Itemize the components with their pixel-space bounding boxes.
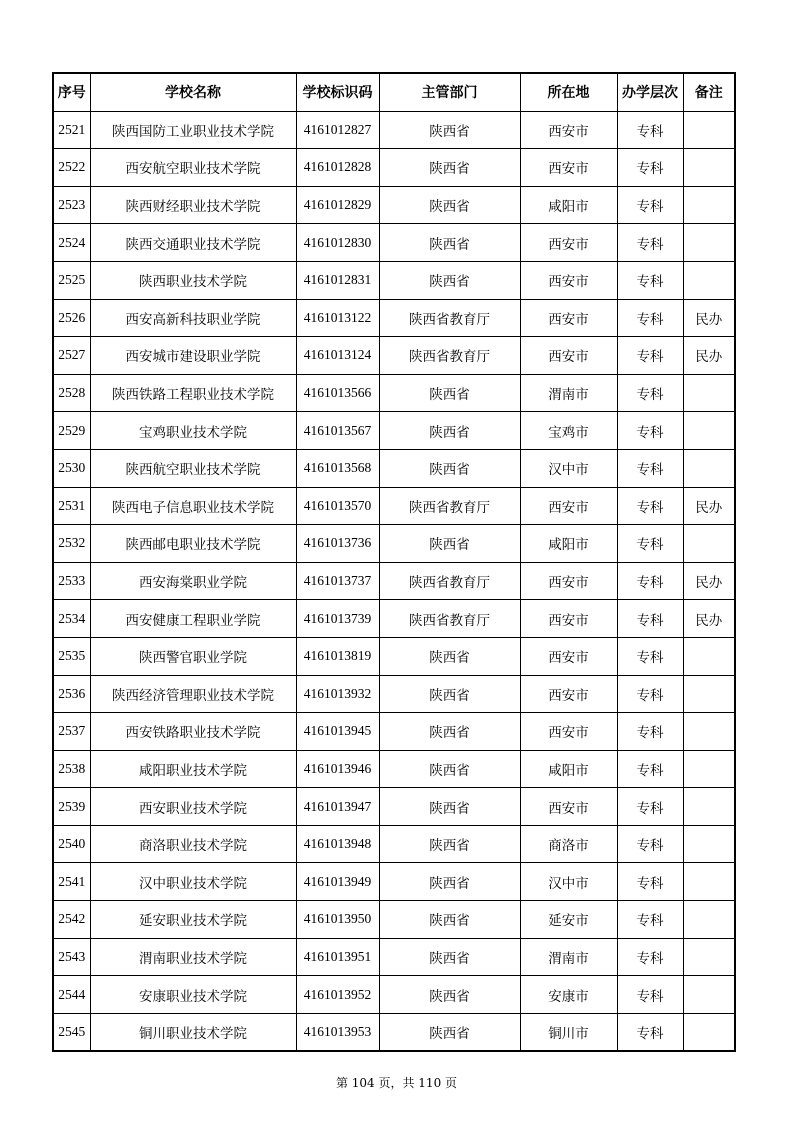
cell-school-code: 4161013124 — [296, 337, 379, 375]
cell-note — [683, 525, 735, 563]
cell-department: 陕西省 — [379, 525, 520, 563]
cell-note — [683, 412, 735, 450]
cell-level: 专科 — [617, 788, 683, 826]
cell-no: 2524 — [53, 224, 90, 262]
cell-department: 陕西省教育厅 — [379, 600, 520, 638]
cell-department: 陕西省教育厅 — [379, 487, 520, 525]
page-footer: 第 104 页，共 110 页 — [335, 1076, 458, 1090]
cell-no: 2533 — [53, 562, 90, 600]
cell-no: 2534 — [53, 600, 90, 638]
cell-school-code: 4161013932 — [296, 675, 379, 713]
cell-school-code: 4161013737 — [296, 562, 379, 600]
cell-location: 西安市 — [520, 788, 617, 826]
cell-school-code: 4161013567 — [296, 412, 379, 450]
table-row — [53, 525, 735, 563]
cell-location: 西安市 — [520, 111, 617, 149]
cell-school-code: 4161013948 — [296, 825, 379, 863]
table-row — [53, 1013, 735, 1051]
cell-school-code: 4161013950 — [296, 901, 379, 939]
cell-note — [683, 976, 735, 1014]
cell-note — [683, 825, 735, 863]
table-row — [53, 938, 735, 976]
cell-school-code: 4161013566 — [296, 374, 379, 412]
cell-department: 陕西省 — [379, 901, 520, 939]
cell-school-code: 4161013949 — [296, 863, 379, 901]
cell-level: 专科 — [617, 525, 683, 563]
table-row — [53, 299, 735, 337]
cell-no: 2542 — [53, 901, 90, 939]
cell-level: 专科 — [617, 337, 683, 375]
table-header-row — [53, 73, 735, 111]
cell-note — [683, 938, 735, 976]
cell-level: 专科 — [617, 111, 683, 149]
cell-school-code: 4161013736 — [296, 525, 379, 563]
cell-no: 2541 — [53, 863, 90, 901]
cell-school-name: 西安高新科技职业学院 — [90, 299, 296, 337]
cell-no: 2527 — [53, 337, 90, 375]
cell-school-name: 宝鸡职业技术学院 — [90, 412, 296, 450]
cell-note — [683, 374, 735, 412]
cell-note — [683, 675, 735, 713]
cell-school-name: 陕西航空职业技术学院 — [90, 449, 296, 487]
cell-note — [683, 186, 735, 224]
cell-location: 西安市 — [520, 224, 617, 262]
cell-no: 2530 — [53, 449, 90, 487]
table-row — [53, 562, 735, 600]
cell-no: 2525 — [53, 261, 90, 299]
cell-school-code: 4161012831 — [296, 261, 379, 299]
cell-no: 2532 — [53, 525, 90, 563]
header-no: 序号 — [53, 73, 90, 111]
header-department: 主管部门 — [379, 73, 520, 111]
cell-location: 西安市 — [520, 299, 617, 337]
table-row — [53, 675, 735, 713]
cell-location: 渭南市 — [520, 374, 617, 412]
cell-school-code: 4161012827 — [296, 111, 379, 149]
cell-school-name: 陕西铁路工程职业技术学院 — [90, 374, 296, 412]
cell-department: 陕西省 — [379, 788, 520, 826]
cell-department: 陕西省 — [379, 111, 520, 149]
cell-level: 专科 — [617, 487, 683, 525]
cell-school-name: 陕西交通职业技术学院 — [90, 224, 296, 262]
cell-note — [683, 863, 735, 901]
table-row — [53, 637, 735, 675]
cell-department: 陕西省 — [379, 224, 520, 262]
cell-school-name: 西安职业技术学院 — [90, 788, 296, 826]
cell-no: 2526 — [53, 299, 90, 337]
table-row — [53, 600, 735, 638]
cell-no: 2540 — [53, 825, 90, 863]
table-row — [53, 449, 735, 487]
cell-department: 陕西省 — [379, 863, 520, 901]
cell-level: 专科 — [617, 901, 683, 939]
cell-location: 安康市 — [520, 976, 617, 1014]
cell-no: 2545 — [53, 1013, 90, 1051]
cell-school-code: 4161013122 — [296, 299, 379, 337]
cell-note — [683, 788, 735, 826]
cell-department: 陕西省 — [379, 938, 520, 976]
cell-level: 专科 — [617, 637, 683, 675]
header-school-code: 学校标识码 — [296, 73, 379, 111]
cell-school-name: 陕西财经职业技术学院 — [90, 186, 296, 224]
cell-level: 专科 — [617, 825, 683, 863]
cell-level: 专科 — [617, 938, 683, 976]
cell-location: 西安市 — [520, 600, 617, 638]
cell-location: 宝鸡市 — [520, 412, 617, 450]
cell-department: 陕西省 — [379, 374, 520, 412]
cell-school-name: 西安健康工程职业学院 — [90, 600, 296, 638]
cell-location: 西安市 — [520, 149, 617, 187]
table-row — [53, 825, 735, 863]
cell-school-code: 4161013819 — [296, 637, 379, 675]
table-row — [53, 901, 735, 939]
cell-location: 西安市 — [520, 675, 617, 713]
cell-department: 陕西省教育厅 — [379, 562, 520, 600]
cell-location: 咸阳市 — [520, 186, 617, 224]
cell-no: 2544 — [53, 976, 90, 1014]
cell-location: 商洛市 — [520, 825, 617, 863]
cell-school-code: 4161013946 — [296, 750, 379, 788]
cell-school-code: 4161013945 — [296, 713, 379, 751]
cell-note — [683, 901, 735, 939]
header-location: 所在地 — [520, 73, 617, 111]
cell-note: 民办 — [683, 299, 735, 337]
cell-note: 民办 — [683, 337, 735, 375]
cell-school-name: 西安城市建设职业学院 — [90, 337, 296, 375]
cell-no: 2529 — [53, 412, 90, 450]
cell-no: 2535 — [53, 637, 90, 675]
cell-department: 陕西省 — [379, 449, 520, 487]
cell-level: 专科 — [617, 449, 683, 487]
cell-level: 专科 — [617, 1013, 683, 1051]
cell-no: 2537 — [53, 713, 90, 751]
cell-school-code: 4161013953 — [296, 1013, 379, 1051]
cell-department: 陕西省 — [379, 412, 520, 450]
cell-level: 专科 — [617, 149, 683, 187]
table-row — [53, 412, 735, 450]
table-row — [53, 374, 735, 412]
cell-location: 咸阳市 — [520, 750, 617, 788]
table-row — [53, 487, 735, 525]
table-row — [53, 186, 735, 224]
cell-school-name: 延安职业技术学院 — [90, 901, 296, 939]
school-list-table — [52, 72, 736, 1052]
cell-level: 专科 — [617, 374, 683, 412]
cell-no: 2538 — [53, 750, 90, 788]
cell-school-name: 汉中职业技术学院 — [90, 863, 296, 901]
cell-level: 专科 — [617, 713, 683, 751]
cell-location: 西安市 — [520, 713, 617, 751]
cell-note: 民办 — [683, 562, 735, 600]
cell-school-name: 安康职业技术学院 — [90, 976, 296, 1014]
cell-location: 西安市 — [520, 261, 617, 299]
cell-department: 陕西省 — [379, 149, 520, 187]
table-row — [53, 788, 735, 826]
cell-level: 专科 — [617, 299, 683, 337]
cell-level: 专科 — [617, 224, 683, 262]
cell-level: 专科 — [617, 261, 683, 299]
table-row — [53, 261, 735, 299]
cell-note — [683, 224, 735, 262]
cell-location: 西安市 — [520, 562, 617, 600]
cell-department: 陕西省教育厅 — [379, 337, 520, 375]
cell-no: 2543 — [53, 938, 90, 976]
cell-department: 陕西省教育厅 — [379, 299, 520, 337]
cell-note — [683, 449, 735, 487]
cell-school-code: 4161012829 — [296, 186, 379, 224]
cell-school-code: 4161012828 — [296, 149, 379, 187]
cell-no: 2523 — [53, 186, 90, 224]
cell-location: 西安市 — [520, 637, 617, 675]
cell-school-name: 西安铁路职业技术学院 — [90, 713, 296, 751]
cell-school-name: 商洛职业技术学院 — [90, 825, 296, 863]
table-row — [53, 976, 735, 1014]
cell-level: 专科 — [617, 976, 683, 1014]
cell-location: 渭南市 — [520, 938, 617, 976]
cell-school-name: 陕西邮电职业技术学院 — [90, 525, 296, 563]
cell-department: 陕西省 — [379, 637, 520, 675]
cell-school-name: 陕西国防工业职业技术学院 — [90, 111, 296, 149]
cell-note — [683, 261, 735, 299]
table-row — [53, 149, 735, 187]
cell-school-code: 4161013570 — [296, 487, 379, 525]
cell-department: 陕西省 — [379, 825, 520, 863]
cell-department: 陕西省 — [379, 750, 520, 788]
header-level: 办学层次 — [617, 73, 683, 111]
cell-note — [683, 713, 735, 751]
cell-note — [683, 111, 735, 149]
cell-no: 2521 — [53, 111, 90, 149]
cell-location: 西安市 — [520, 337, 617, 375]
cell-school-name: 西安航空职业技术学院 — [90, 149, 296, 187]
cell-school-name: 陕西职业技术学院 — [90, 261, 296, 299]
cell-department: 陕西省 — [379, 261, 520, 299]
cell-no: 2539 — [53, 788, 90, 826]
cell-school-name: 陕西电子信息职业技术学院 — [90, 487, 296, 525]
cell-note — [683, 1013, 735, 1051]
cell-school-name: 咸阳职业技术学院 — [90, 750, 296, 788]
cell-location: 西安市 — [520, 487, 617, 525]
cell-school-code: 4161012830 — [296, 224, 379, 262]
cell-school-name: 铜川职业技术学院 — [90, 1013, 296, 1051]
cell-no: 2536 — [53, 675, 90, 713]
cell-note: 民办 — [683, 600, 735, 638]
cell-department: 陕西省 — [379, 1013, 520, 1051]
cell-department: 陕西省 — [379, 186, 520, 224]
cell-no: 2528 — [53, 374, 90, 412]
cell-school-name: 陕西经济管理职业技术学院 — [90, 675, 296, 713]
cell-level: 专科 — [617, 863, 683, 901]
cell-level: 专科 — [617, 412, 683, 450]
cell-level: 专科 — [617, 186, 683, 224]
cell-note: 民办 — [683, 487, 735, 525]
table-body — [53, 111, 735, 1051]
cell-school-code: 4161013739 — [296, 600, 379, 638]
cell-school-code: 4161013951 — [296, 938, 379, 976]
cell-school-name: 陕西警官职业学院 — [90, 637, 296, 675]
header-school-name: 学校名称 — [90, 73, 296, 111]
cell-location: 汉中市 — [520, 863, 617, 901]
cell-note — [683, 750, 735, 788]
table-row — [53, 750, 735, 788]
cell-location: 铜川市 — [520, 1013, 617, 1051]
cell-department: 陕西省 — [379, 675, 520, 713]
cell-department: 陕西省 — [379, 713, 520, 751]
cell-level: 专科 — [617, 750, 683, 788]
cell-school-name: 渭南职业技术学院 — [90, 938, 296, 976]
table-row — [53, 337, 735, 375]
cell-school-code: 4161013952 — [296, 976, 379, 1014]
cell-level: 专科 — [617, 562, 683, 600]
cell-location: 咸阳市 — [520, 525, 617, 563]
cell-school-code: 4161013947 — [296, 788, 379, 826]
cell-department: 陕西省 — [379, 976, 520, 1014]
cell-no: 2522 — [53, 149, 90, 187]
table-row — [53, 863, 735, 901]
cell-note — [683, 637, 735, 675]
table-row — [53, 224, 735, 262]
cell-note — [683, 149, 735, 187]
cell-school-name: 西安海棠职业学院 — [90, 562, 296, 600]
table-row — [53, 111, 735, 149]
cell-no: 2531 — [53, 487, 90, 525]
table-row — [53, 713, 735, 751]
cell-location: 延安市 — [520, 901, 617, 939]
header-note: 备注 — [683, 73, 735, 111]
cell-location: 汉中市 — [520, 449, 617, 487]
cell-level: 专科 — [617, 675, 683, 713]
cell-level: 专科 — [617, 600, 683, 638]
cell-school-code: 4161013568 — [296, 449, 379, 487]
